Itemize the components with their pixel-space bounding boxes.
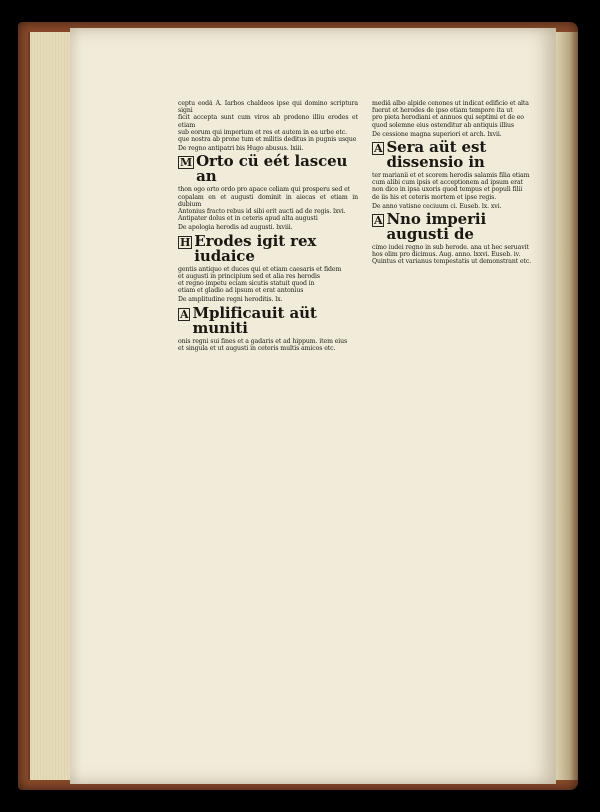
chapter-heading (372, 212, 552, 242)
text-line: cimo iudei regno in sub herode. ana ut hec seruavit (372, 244, 529, 252)
text-line: et augusti in principium sed et alia res herodis (178, 272, 320, 280)
text-line: thon ogo orto ordo pro apace celiam qui prosperu sed et (178, 186, 351, 194)
text-line: copalam en et augusti dominit in aiecas et etiam in dubium (178, 193, 358, 208)
initial-letter: A (374, 142, 383, 156)
text-line: fuerat et herodes de ipso etiam tempore ita ut (372, 107, 513, 115)
text-paragraph (178, 186, 358, 222)
text-paragraph (372, 172, 552, 201)
chapter-heading (372, 140, 552, 170)
initial-letter: H (180, 235, 191, 249)
text-line: etiam et gladio ad ipsum et erat antonius (178, 287, 304, 295)
text-line: et singula et ut augusti in ceteris multis amicos etc. (178, 344, 336, 352)
chapter-heading (178, 303, 358, 337)
text-line: quod solemne eius ostenditur ab antiquis illius (372, 121, 514, 129)
initial-letter: M (180, 156, 193, 170)
text-line: sub eorum qui imperium et res et autem in ea urbe etc. (178, 128, 347, 136)
text-line: cum alibi cum ipsis et acceptionem ad ipsum erat (372, 179, 523, 187)
chapter-reference: De cessione magna superiori et arch. lxvii. (372, 130, 502, 138)
text-line: mediä albo alpide cenones ut indicat edificio et alta (372, 100, 529, 107)
text-line: Quintus et varianus tempestatis ut demonstrant etc. (372, 258, 532, 266)
right-page-edge (556, 32, 578, 780)
chapter-heading (178, 154, 358, 184)
initial-letter: A (374, 214, 383, 228)
text-line: ceptu eodâ A. Iarbos chaldeos ipse qui domino scriptura signi (178, 100, 358, 115)
text-line: non dico in ipsa uxoris quod tempus et populi filii (372, 186, 523, 194)
text-line: et regno impetu eciam sicutis statuit quod in (178, 280, 315, 288)
heading-text: Sera aüt est dissensio in (386, 138, 487, 172)
text-line: de iis his et ceteris mortem et ipse regis. (372, 193, 497, 201)
text-line: pro pieta herodiani et annuos qui septimi et de eo (372, 114, 524, 122)
text-paragraph (178, 266, 358, 295)
chapter-heading (178, 231, 358, 265)
text-line: onis regni sui fines et a gadaris et ad hippum. item eius (178, 337, 348, 345)
heading-text: Orto cü eét lasceu an (196, 152, 348, 186)
heading-text: Nno imperii augusti de (386, 210, 487, 244)
text-paragraph (372, 244, 552, 266)
text-paragraph (372, 100, 552, 129)
chapter-reference: De amplitudine regni heroditis. lx. (178, 296, 283, 304)
text-line: hos olim pro dicimus. Aug. anno. lxxvi. Euseb. iv. (372, 251, 521, 259)
right-text-column (372, 100, 552, 720)
initial-letter: A (180, 307, 189, 321)
text-line: Antipater dolus et in ceteris apud alta augusti (178, 215, 318, 223)
text-line: ter marianii et et scorem herodis salamis filia etiam (372, 172, 530, 180)
text-line: que nostra ab prone tum et militis deditus in pugnis usque (178, 136, 357, 144)
text-line: ficit accepta sunt cum viros ab prodeno illiu erodes et etiam (178, 114, 358, 129)
text-line: gentis antiquo et duces qui et etiam caesaris et fidem (178, 265, 342, 273)
chapter-reference: De apologia herodis ad augusti. lxviii. (178, 224, 293, 232)
heading-text: Mplificauit aüt muniti (192, 303, 317, 337)
text-paragraph (178, 100, 358, 143)
text-paragraph (178, 338, 358, 352)
heading-text: Erodes igit rex iudaice (194, 231, 317, 265)
chapter-reference: De regno antipatri bis Hugo abusus. lxiii. (178, 145, 304, 153)
text-line: Antonius fracto rebus id sibi erit aucti ad de regis. lxvi. (178, 208, 346, 216)
left-text-column (178, 100, 358, 720)
chapter-reference: De anno vatisne ceciuum ci. Euseb. lx. xvi. (372, 202, 502, 210)
